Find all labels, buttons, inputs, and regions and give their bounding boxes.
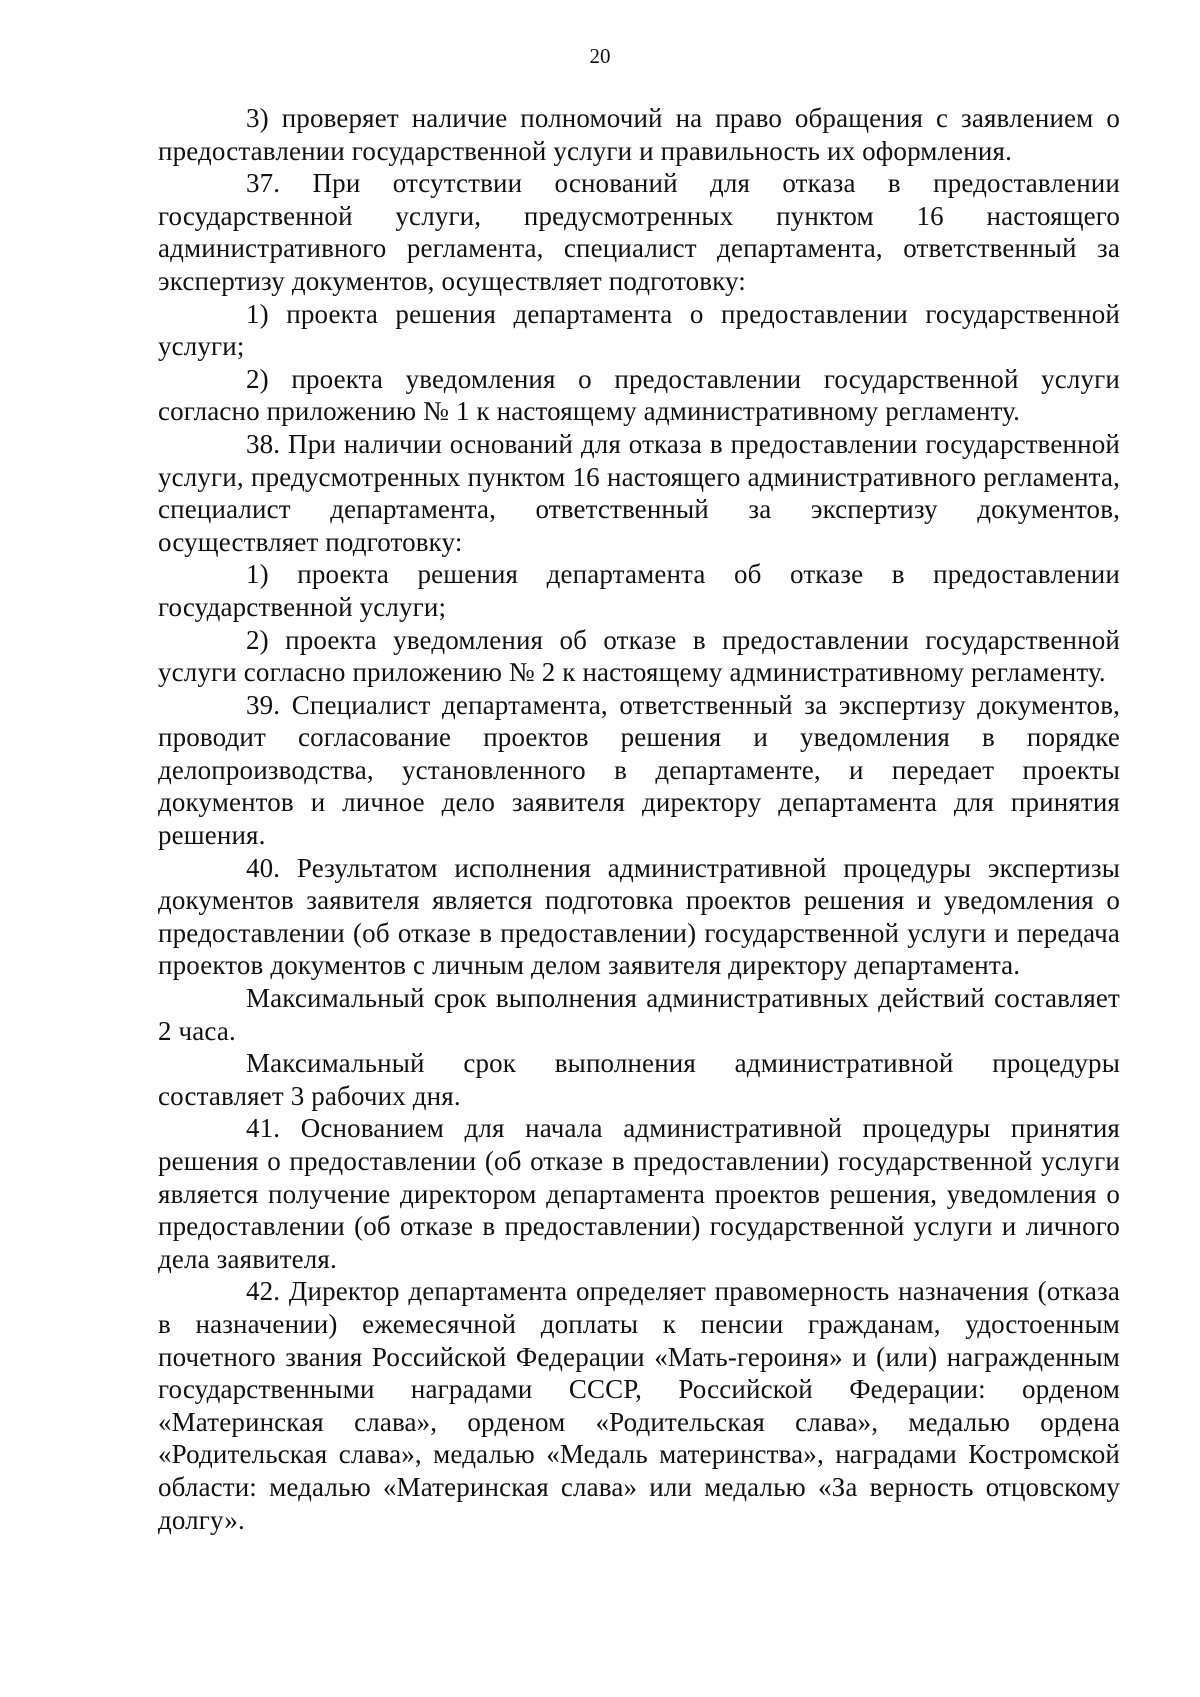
paragraph-38-item-1: 1) проекта решения департамента об отказе в предоставлении государственной услуги; [158,559,1120,622]
page-number: 20 [589,44,611,68]
paragraph-max-actions-time: Максимальный срок выполнения административных действий составляет 2 часа. [158,983,1120,1046]
paragraph-40: 40. Результатом исполнения административной процедуры экспертизы документов заявителя является подготовка проектов решения и уведомления о предоставлении (об отказе в предоставлении) государственной услуги и передача проектов документов с личным делом заявителя директору департамента. [158,852,1120,981]
paragraph-39: 39. Специалист департамента, ответственный за экспертизу документов, проводит согласование проектов решения и уведомления в порядке делопроизводства, установленного в департаменте, и передает проекты документов и личное дело заявителя директору департамента для принятия решения. [158,689,1120,851]
paragraph-42: 42. Директор департамента определяет правомерность назначения (отказа в назначении) ежемесячной доплаты к пенсии гражданам, удостоенным почетного звания Российской Федерации «Мать-героиня» и (или) награжденным государственными наградами СССР, Российской Федерации: орденом «Материнская слава», орденом «Родительская слава», медалью ордена «Родительская слава», медалью «Медаль материнства», наградами Костромской области: медалью «Материнская слава» или медалью «За верность отцовскому долгу». [158,1276,1120,1535]
paragraph-37-item-2: 2) проекта уведомления о предоставлении государственной услуги согласно приложению № 1 к настоящему административному регламенту. [158,363,1120,427]
paragraph-38-item-2: 2) проекта уведомления об отказе в предоставлении государственной услуги согласно приложению № 2 к настоящему административному регламенту. [158,624,1120,688]
paragraph-37-item-1: 1) проекта решения департамента о предоставлении государственной услуги; [158,298,1120,362]
paragraph-41: 41. Основанием для начала административной процедуры принятия решения о предоставлении (об отказе в предоставлении) государственной услуги является получение директором департамента проектов решения, уведомления о предоставлении (об отказе в предоставлении) государственной услуги и личного дела заявителя. [158,1113,1120,1274]
paragraph-item-3: 3) проверяет наличие полномочий на право обращения с заявлением о предоставлении государственной услуги и правильность их оформления. [158,103,1120,166]
paragraph-max-procedure-time: Максимальный срок выполнения административной процедуры составляет 3 рабочих дня. [158,1048,1120,1111]
document-body [158,102,1120,1536]
paragraph-37: 37. При отсутствии оснований для отказа в предоставлении государственной услуги, предусмотренных пунктом 16 настоящего административного регламента, специалист департамента, ответственный за экспертизу документов, осуществляет подготовку: [158,168,1120,296]
paragraph-38: 38. При наличии оснований для отказа в предоставлении государственной услуги, предусмотренных пунктом 16 настоящего административного регламента, специалист департамента, ответственный за экспертизу документов, осуществляет подготовку: [158,428,1120,557]
